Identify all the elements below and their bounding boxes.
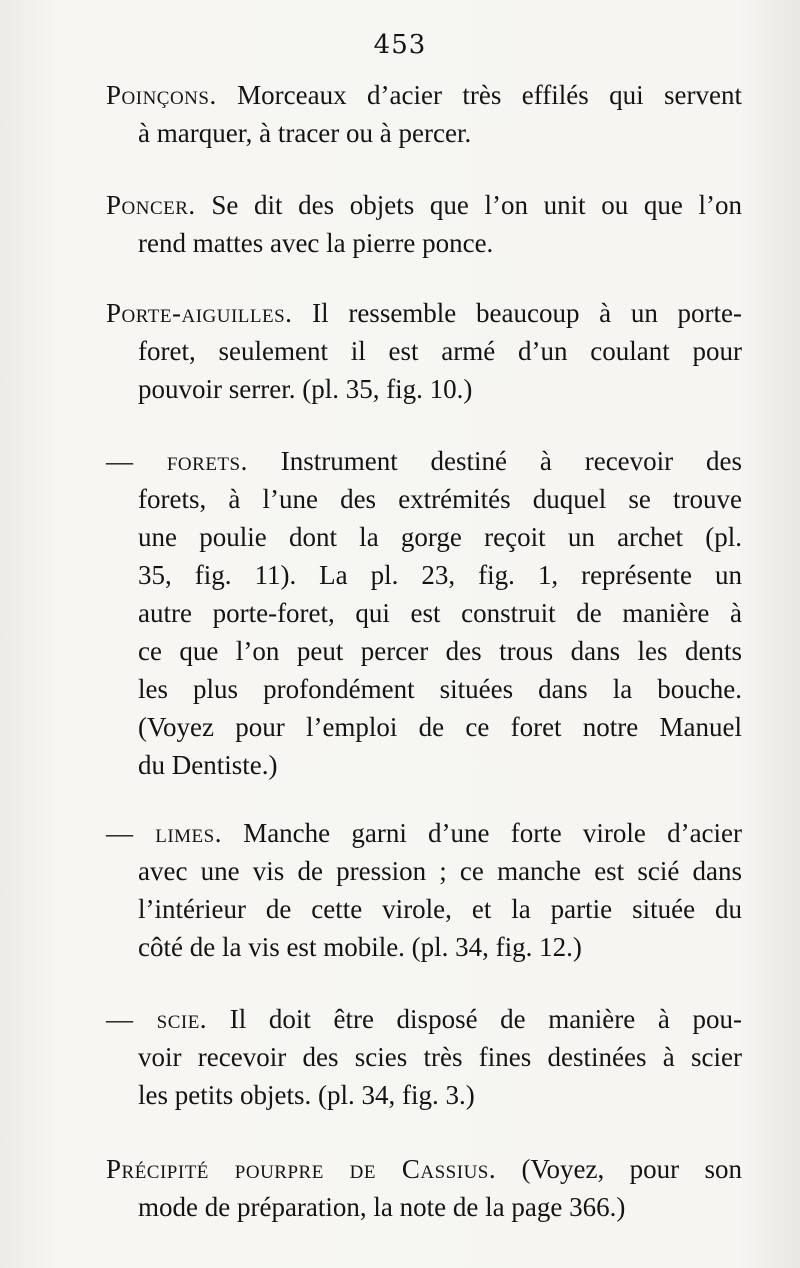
entry-text-line: l’intérieur de cette virole, et la partie située du — [138, 894, 742, 924]
entry-term: — limes. — [106, 818, 222, 848]
entry-text-line: Manche garni d’une forte virole d’acier — [243, 818, 743, 848]
glossary-entry-porte-aiguilles — [106, 294, 742, 408]
entry-text-line: rend mattes avec la pierre ponce. — [138, 228, 494, 258]
entry-text-line: autre porte-foret, qui est construit de manière à — [138, 598, 742, 628]
entry-term: Porte-aiguilles. — [106, 298, 293, 328]
entry-text-line: foret, seulement il est armé d’un coulant pour — [138, 336, 742, 366]
entry-term: Poncer. — [106, 190, 196, 220]
entry-text-line: à marquer, à tracer ou à percer. — [138, 118, 472, 148]
entry-text-line: 35, fig. 11). La pl. 23, fig. 1, représente un — [138, 560, 742, 590]
page-number: 453 — [373, 30, 427, 60]
entry-term: Précipité pourpre de Cassius. — [106, 1154, 497, 1184]
entry-text-line: voir recevoir des scies très fines destinées à scier — [138, 1042, 742, 1072]
glossary-entry-poncer — [106, 186, 742, 262]
entry-text-line: ce que l’on peut percer des trous dans les dents — [138, 636, 742, 666]
entry-text-line: Morceaux d’acier très effilés qui servent — [237, 80, 743, 110]
glossary-entry-forets — [106, 442, 742, 784]
entry-term: Poinçons. — [106, 80, 217, 110]
entry-term: — forets. — [106, 446, 248, 476]
glossary-entry-poincons — [106, 76, 742, 152]
entry-text-line: les plus profondément situées dans la bouche. — [138, 674, 742, 704]
entry-text-line: (Voyez pour l’emploi de ce foret notre Manuel — [138, 712, 742, 742]
entry-text-line: pouvoir serrer. (pl. 35, fig. 10.) — [138, 374, 473, 404]
entry-text-line: Il ressemble beaucoup à un porte- — [312, 298, 742, 328]
entry-term: — scie. — [106, 1004, 208, 1034]
entry-text-line: une poulie dont la gorge reçoit un archet (pl. — [138, 522, 742, 552]
glossary-entry-precipite-pourpre-de-cassius — [106, 1150, 742, 1226]
entry-text-line: avec une vis de pression ; ce manche est scié dans — [138, 856, 742, 886]
entry-text-line: côté de la vis est mobile. (pl. 34, fig. 12.) — [138, 932, 582, 962]
entry-text-line: Instrument destiné à recevoir des — [280, 446, 743, 476]
glossary-entry-limes — [106, 814, 742, 966]
glossary-entry-scie — [106, 1000, 742, 1114]
entry-text-line: du Dentiste.) — [138, 750, 278, 780]
entry-text-line: les petits objets. (pl. 34, fig. 3.) — [138, 1080, 475, 1110]
entry-text-line: Se dit des objets que l’on unit ou que l’on — [211, 190, 742, 220]
entry-text-line: mode de préparation, la note de la page 366.) — [138, 1192, 626, 1222]
entry-text-line: Il doit être disposé de manière à pou- — [229, 1004, 742, 1034]
entry-text-line: (Voyez, pour son — [521, 1154, 742, 1184]
entry-text-line: forets, à l’une des extrémités duquel se trouve — [138, 484, 742, 514]
